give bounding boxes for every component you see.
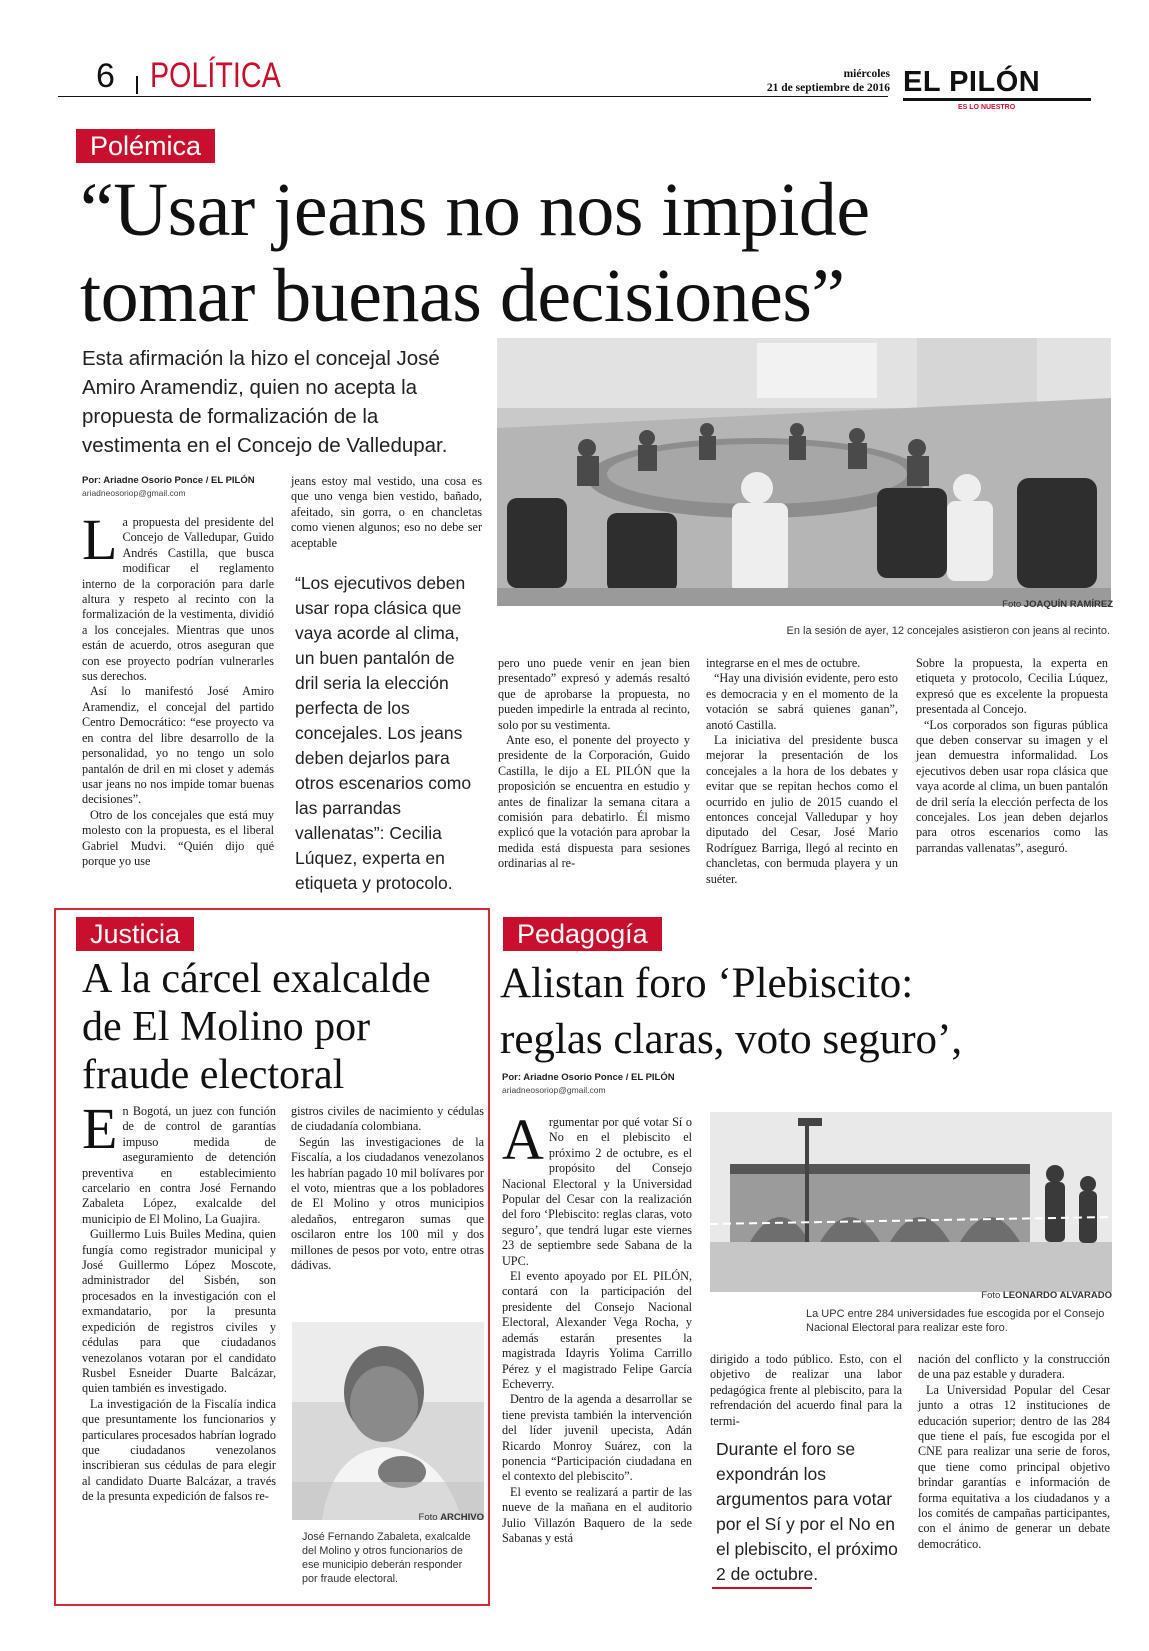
justicia-column-1 [82, 1096, 276, 1505]
pedagogia-photo-caption: La UPC entre 284 universidades fue escogida por el Consejo Nacional Electoral para realizar este foro. [806, 1308, 1105, 1334]
pedagogia-col1-para3: Dentro de la agenda a desarrollar se tiene prevista también la intervención del líder juvenil upecista, Adán Ricardo Monroy Suárez, con la ponencia “Participación ciudadana en el contexto del plebiscito”. [502, 1392, 692, 1484]
main-byline [82, 474, 282, 500]
main-photo-credit [945, 599, 1113, 610]
main-headline-line1: “Usar jeans no nos impide [80, 168, 870, 252]
pull-quote-rule [712, 1587, 812, 1589]
page-header [58, 52, 1090, 111]
brand-logo: EL PILÓN [903, 66, 1041, 98]
byline-name: Por: Ariadne Osorio Ponce / EL PILÓN [82, 475, 255, 486]
justicia-headline-line1: A la cárcel exalcalde [82, 956, 431, 1002]
justicia-dropcap: E [82, 1096, 118, 1161]
page-number: 6 [96, 57, 115, 95]
photo-credit-name: LEONARDO ALVARADO [1002, 1290, 1112, 1301]
main-lead: Esta afirmación la hizo el concejal José Amiro Aramendiz, quien no acepta la propuesta de formalización de la vestimenta en el Concejo de Valledupar. [82, 347, 448, 457]
justicia-headline-line3: fraude electoral [82, 1052, 345, 1098]
justicia-col1-para1: En Bogotá, un juez con función de de control de garantías impuso medida de aseguramiento de detención preventiva en establecimiento carcelario en contra José Fernando Zabaleta López, exalcalde del municipio de El Molino, La Guajira. [82, 1096, 276, 1226]
justicia-col2-para1: gistros civiles de nacimiento y cédulas de ciudadanía colombiana. [291, 1104, 484, 1134]
main-col1-para1: La propuesta del presidente del Concejo de Valledupar, Guido Andrés Castilla, que busca modificar el reglamento interno de la corporación para darle altura y respeto al recinto con la formalización de la vestimenta, dividió a los concejales. Mientras que unos están de acuerdo, otros aseguran que con ese proyecto podrían vulnerarles sus derechos. [82, 507, 274, 684]
main-col3-para2: Ante eso, el ponente del proyecto y presidente de la Corporación, Guido Castilla, le dijo a EL PILÓN que la proposición se encuentra en estudio y antes de finalizar la semana citara a comisión para debatirlo. Él mismo explicó que la votación para aprobar la medida está dispuesta para sesiones ordinarias al re- [498, 733, 690, 871]
pedagogia-column-1 [502, 1107, 692, 1546]
upc-building-illustration [710, 1112, 1112, 1292]
photo-credit-name: ARCHIVO [440, 1512, 484, 1523]
byline-email: ariadneosoriop@gmail.com [502, 1085, 606, 1095]
pedagogia-headline-line1: Alistan foro ‘Plebiscito: [500, 960, 914, 1007]
pedagogia-pull-quote: Durante el foro se expondrán los argumentos para votar por el Sí y por el No en el plebiscito, el próximo 2 de octubre. [716, 1439, 898, 1584]
main-dropcap: L [82, 507, 118, 572]
brand-underline [903, 98, 1091, 101]
main-col4-para3: La iniciativa del presidente busca mejorar la presentación de los concejales a la hora de los debates y evitar que se repitan hechos como el ocurrido en julio de 2015 cuando el entonces concejal Valledupar y hoy diputado del Cesar, José Mario Rodríguez Barriga, llegó al recinto en chancletas, con bermuda playera y un suéter. [706, 733, 898, 886]
section-title: POLÍTICA [150, 56, 281, 95]
tag-pedagogia: Pedagogía [503, 917, 662, 951]
brand-tagline: ES LO NUESTRO [958, 104, 1016, 111]
pedagogia-col1-para1: Argumentar por qué votar Sí o No en el plebiscito el próximo 2 de octubre, es el propósito del Consejo Nacional Electoral y la Universidad Popular del Cesar con la realización del foro ‘Plebiscito: reglas claras, voto seguro’, que tendrá lugar este viernes 23 de septiembre sede Sabana de la UPC. [502, 1107, 692, 1268]
justicia-col1-para2: Guillermo Luis Builes Medina, quien fungía como registrador municipal y José Guillermo López Moscote, administrador del Sisbén, son procesados en la investigación con el exmandatario, por la presunta expedición de registros civiles y cédulas para que ciudadanos venezolanos votaran por el candidato Rusbel Esneider Duarte Balcázar, quien también es investigado. [82, 1227, 276, 1396]
main-photo-caption: En la sesión de ayer, 12 concejales asistieron con jeans al recinto. [786, 625, 1110, 637]
main-col4-para1: integrarse en el mes de octubre. [706, 656, 861, 670]
header-separator [136, 76, 138, 94]
main-col2-top: jeans estoy mal vestido, una cosa es que uno venga bien vestido, bañado, afeitado, sin gorra, o en chancletas como vienen algunos; eso no debe ser aceptable [291, 474, 482, 550]
pedagogia-byline [502, 1071, 722, 1097]
photo-credit-name: JOAQUÍN RAMÍREZ [1023, 599, 1113, 610]
header-weekday: miércoles [843, 68, 890, 80]
pedagogia-col1-para4: El evento se realizará a partir de las nueve de la mañana en el auditorio Julio Villazón Baquero de la sede Sabanas y está [502, 1484, 692, 1545]
pedagogia-col3-para1: nación del conflicto y la construcción de una paz estable y duradera. [918, 1352, 1110, 1382]
exalcalde-portrait [292, 1322, 484, 1520]
main-headline-line2: tomar buenas decisiones” [80, 254, 845, 338]
justicia-col1-para3: La investigación de la Fiscalía indica que presuntamente los funcionarios y particulares procesados habrían logrado que ciudadanos venezolanos inscribieran sus cédulas de para elegir al candidato Duarte Balcázar, a través de la presunta expedición de falsos re- [82, 1396, 276, 1504]
exalcalde-photo [292, 1322, 484, 1520]
byline-email: ariadneosoriop@gmail.com [82, 488, 186, 498]
justicia-headline-line2: de El Molino por [82, 1004, 371, 1050]
pedagogia-col2-top: dirigido a todo público. Esto, con el objetivo de realizar una labor pedagógica frente al plebiscito, para la refrendación del acuerdo final para la termi- [710, 1352, 902, 1428]
main-column-5 [916, 656, 1108, 856]
byline-name: Por: Ariadne Osorio Ponce / EL PILÓN [502, 1072, 675, 1083]
main-column-1 [82, 507, 274, 869]
photo-label: Foto [418, 1512, 438, 1523]
main-pull-quote: “Los ejecutivos deben usar ropa clásica que vaya acorde al clima, un buen pantalón de dril seria la elección perfecta de los concejales. Los jeans deben dejarlos para otros escenarios como las parrandas vallenatas”: Cecilia Lúquez, experta en etiqueta y protocolo. [295, 573, 472, 893]
main-col3-para1: pero uno puede venir en jean bien presentado” expresó y además resaltó que de aprobarse la propuesta, no pueden impedirle la entrada al recinto, solo por su vestimenta. [498, 656, 690, 732]
concejo-session-illustration [497, 338, 1111, 606]
pedagogia-photo-credit [930, 1290, 1112, 1301]
photo-label: Foto [981, 1290, 1001, 1301]
main-col5-para2: “Los corporados son figuras pública que deben conservar su imagen y el jean demuestra informalidad. Los ejecutivos deben usar ropa clásica que vaya acorde al clima, un buen pantalón de dril sería la elección perfecta de los concejales. Los jean deben dejarlos para otros escenarios como las parrandas vallenatas”, aseguró. [916, 717, 1108, 855]
upc-building-photo [710, 1112, 1112, 1292]
pedagogia-col1-para2: El evento apoyado por EL PILÓN, contará con la participación del presidente del Consejo Nacional Electoral, Alexander Vega Rocha, y además estarán presentes la magistrada Idayris Yolima Carrillo Pérez y el magistrado Felipe García Echeverry. [502, 1269, 692, 1391]
pedagogia-dropcap: A [502, 1107, 544, 1172]
justicia-col2-para2: Según las investigaciones de la Fiscalía, a los ciudadanos venezolanos les habrían pagado 10 mil bolívares por el voto, mientras que a los pobladores de El Molino y otros municipios aledaños, entregaron sumas que oscilaron entre los 100 mil y dos millones de pesos por voto, entre otras dádivas. [291, 1134, 484, 1273]
main-column-4 [706, 656, 898, 887]
main-column-3 [498, 656, 690, 872]
concejo-session-photo [497, 338, 1111, 606]
pedagogia-column-3 [918, 1352, 1110, 1552]
tag-polemica: Polémica [76, 129, 215, 163]
main-col1-para2: Así lo manifestó José Amiro Aramendiz, el concejal del partido Centro Democrático: “ese proyecto va en contra del libre desarrollo de la personalidad, yo no tengo un solo pantalón de dril en mi closet y además usar jeans no nos impide tomar buenas decisiones”. [82, 684, 274, 807]
pedagogia-column-2 [710, 1352, 902, 1429]
justicia-photo-caption: José Fernando Zabaleta, exalcalde del Molino y otros funcionarios de ese municipio deberán responder por fraude electoral. [302, 1531, 471, 1585]
tag-justicia: Justicia [76, 917, 194, 951]
pedagogia-col3-para2: La Universidad Popular del Cesar junto a otras 12 instituciones de educación superior; dentro de las 284 que tiene el país, fue escogida por el CNE para realizar una serie de foros, que tiene como principal objetivo brindar garantías e información de forma equitativa a los ciudadanos y a los comités de campañas participantes, con el ánimo de generar un debate democrático. [918, 1382, 1110, 1551]
pedagogia-headline-line2: reglas claras, voto seguro’, [500, 1016, 963, 1063]
main-col4-para2: “Hay una división evidente, pero esto es democracia y en el momento de la votación se sabrá quienes ganan”, anotó Castilla. [706, 671, 898, 732]
main-column-2 [291, 474, 482, 551]
photo-label: Foto [1002, 599, 1022, 610]
header-date: 21 de septiembre de 2016 [766, 82, 890, 94]
header-rule [58, 96, 888, 97]
main-col1-para3: Otro de los concejales que está muy molesto con la propuesta, es el liberal Gabriel Mudvi. “Quién dijo qué porque yo use [82, 807, 274, 868]
main-col5-para1: Sobre la propuesta, la experta en etiqueta y protocolo, Cecilia Lúquez, expresó que es excelente la propuesta presentada al Concejo. [916, 656, 1108, 717]
justicia-photo-credit [360, 1512, 484, 1523]
justicia-column-2 [291, 1104, 484, 1273]
